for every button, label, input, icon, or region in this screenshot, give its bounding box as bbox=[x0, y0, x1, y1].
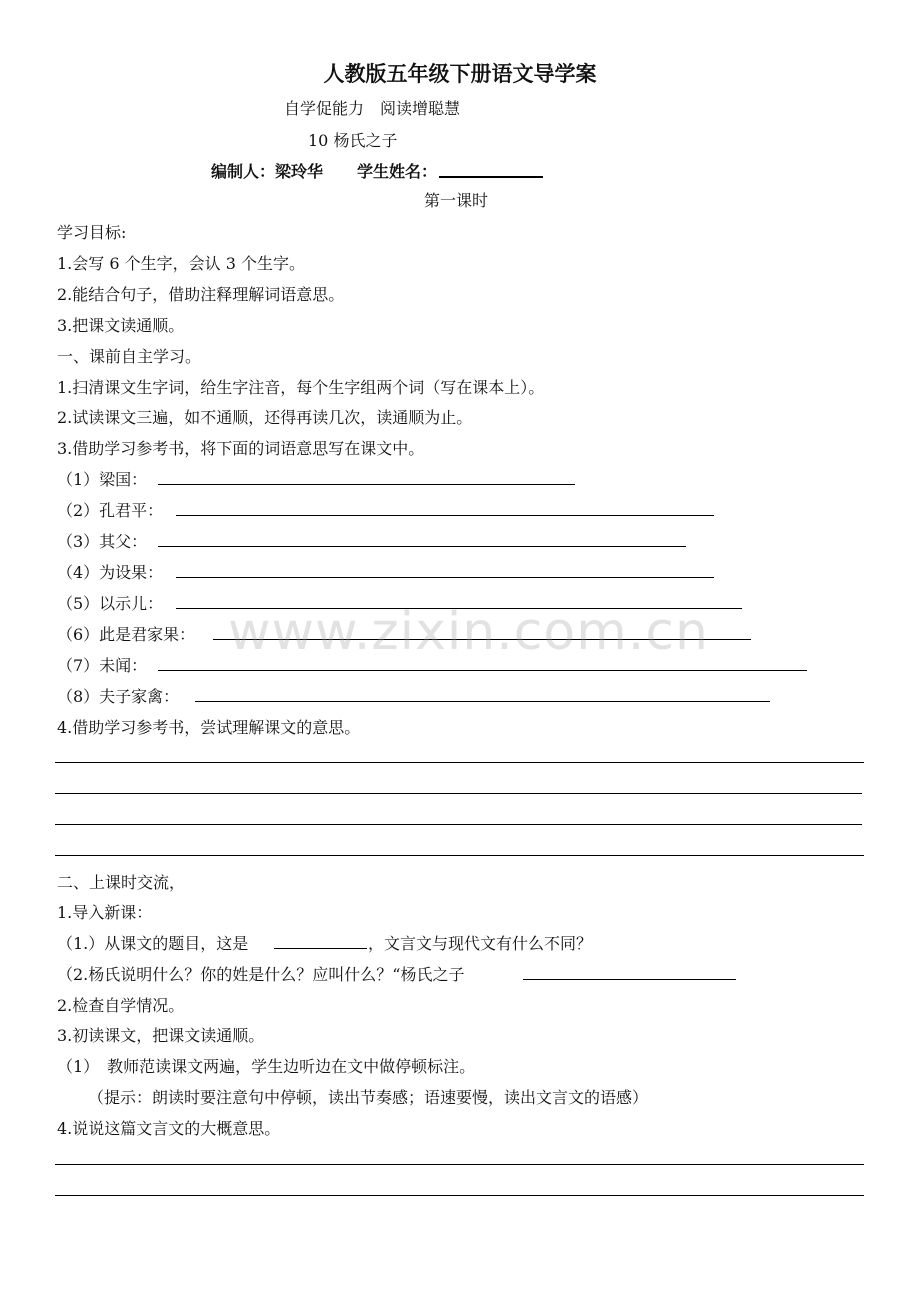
reading-hint: （提示：朗读时要注意句中停顿，读出节奏感；语速要慢，读出文言文的语感） bbox=[88, 1088, 649, 1107]
answer-line[interactable] bbox=[55, 855, 864, 856]
section2-item: 2.检查自学情况。 bbox=[57, 996, 185, 1015]
vocab-answer-line[interactable] bbox=[158, 670, 807, 671]
section2-subitem: （1） 教师范读课文两遍，学生边听边在文中做停顿标注。 bbox=[57, 1057, 476, 1076]
watermark: www.zixin.com.cn bbox=[228, 602, 709, 662]
question-2: （2.杨氏说明什么？你的姓是什么？应叫什么？“杨氏之子 bbox=[57, 965, 465, 984]
period-label: 第一课时 bbox=[424, 191, 489, 210]
vocab-answer-line[interactable] bbox=[158, 546, 686, 547]
student-name-label: 学生姓名： bbox=[357, 162, 438, 181]
lesson-title: 10 杨氏之子 bbox=[308, 131, 398, 150]
section1-heading: 一、课前自主学习。 bbox=[57, 347, 202, 366]
vocab-label: （2）孔君平： bbox=[57, 501, 164, 520]
page-title: 人教版五年级下册语文导学案 bbox=[323, 61, 597, 86]
section1-item: 1.扫清课文生字词，给生字注音，每个生字组两个词（写在课本上）。 bbox=[57, 378, 545, 397]
vocab-label: （3）其父： bbox=[57, 532, 148, 551]
question-1-blank[interactable] bbox=[274, 948, 367, 949]
question-2-blank[interactable] bbox=[523, 979, 736, 980]
vocab-answer-line[interactable] bbox=[158, 484, 575, 485]
goal-item: 3.把课文读通顺。 bbox=[57, 316, 185, 335]
answer-line[interactable] bbox=[55, 1195, 864, 1196]
section1-item: 4.借助学习参考书，尝试理解课文的意思。 bbox=[57, 718, 361, 737]
vocab-label: （7）未闻： bbox=[57, 656, 148, 675]
answer-line[interactable] bbox=[55, 1164, 864, 1165]
subtitle: 自学促能力 阅读增聪慧 bbox=[284, 99, 461, 118]
section2-item: 3.初读课文，把课文读通顺。 bbox=[57, 1026, 265, 1045]
section2-heading: 二、上课时交流， bbox=[57, 873, 186, 892]
section1-item: 2.试读课文三遍，如不通顺，还得再读几次，读通顺为止。 bbox=[57, 408, 473, 427]
vocab-label: （5）以示儿： bbox=[57, 594, 164, 613]
goals-heading: 学习目标: bbox=[57, 223, 127, 242]
goal-item: 2.能结合句子，借助注释理解词语意思。 bbox=[57, 285, 345, 304]
section2-item: 4.说说这篇文言文的大概意思。 bbox=[57, 1119, 281, 1138]
vocab-label: （6）此是君家果： bbox=[57, 625, 196, 644]
vocab-answer-line[interactable] bbox=[176, 577, 714, 578]
question-1-suffix: ，文言文与现代文有什么不同？ bbox=[368, 934, 593, 953]
vocab-answer-line[interactable] bbox=[195, 701, 770, 702]
section1-item: 3.借助学习参考书，将下面的词语意思写在课文中。 bbox=[57, 439, 425, 458]
student-name-field[interactable] bbox=[439, 176, 543, 178]
section2-item: 1.导入新课： bbox=[57, 903, 153, 922]
vocab-label: （4）为设果： bbox=[57, 563, 164, 582]
goal-item: 1.会写 6 个生字，会认 3 个生字。 bbox=[57, 254, 305, 273]
vocab-label: （8）夫子家禽： bbox=[57, 687, 180, 706]
answer-line[interactable] bbox=[55, 793, 862, 794]
answer-line[interactable] bbox=[55, 824, 862, 825]
answer-line[interactable] bbox=[55, 762, 864, 763]
question-1-prefix: （1.）从课文的题目，这是 bbox=[57, 934, 249, 953]
vocab-answer-line[interactable] bbox=[176, 515, 714, 516]
editor-label: 编制人：梁玲华 bbox=[211, 162, 324, 181]
vocab-label: （1）梁国： bbox=[57, 470, 148, 489]
